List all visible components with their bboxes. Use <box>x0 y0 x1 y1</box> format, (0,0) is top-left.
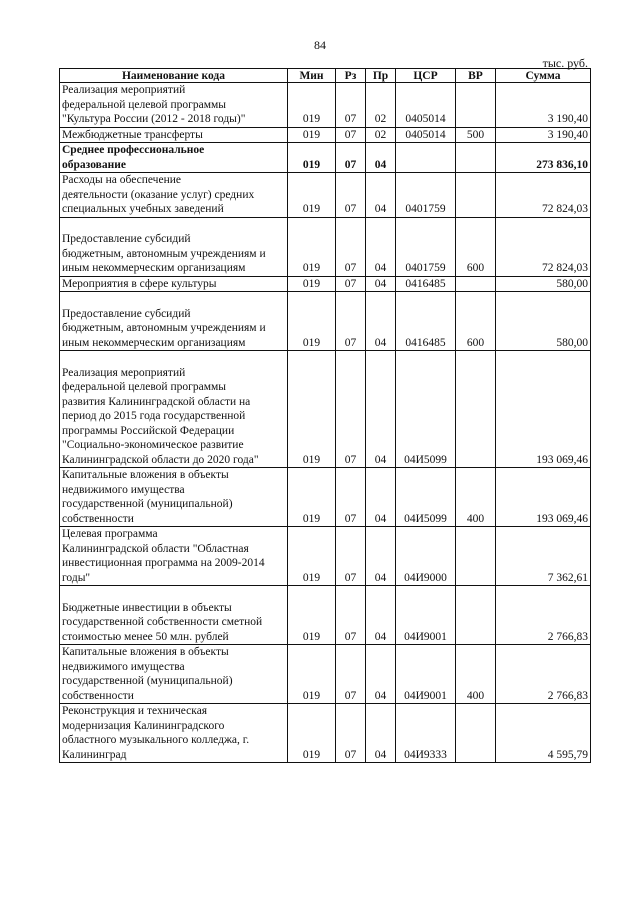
cell-sum: 580,00 <box>496 292 591 351</box>
cell-csr: 04И9001 <box>396 645 456 704</box>
table-row <box>60 292 591 351</box>
cell-pr: 04 <box>366 292 396 351</box>
cell-name <box>60 83 288 128</box>
cell-rz: 07 <box>336 276 366 292</box>
cell-sum: 193 069,46 <box>496 468 591 527</box>
cell-vr <box>456 527 496 586</box>
row-label: Предоставление субсидий бюджетным, автономным учреждениям и иным некоммерческим организациям <box>62 233 266 274</box>
cell-name <box>60 292 288 351</box>
table-row <box>60 527 591 586</box>
cell-vr <box>456 173 496 218</box>
cell-csr: 0416485 <box>396 276 456 292</box>
column-header-name: Наименование кода <box>60 69 288 83</box>
cell-name <box>60 173 288 218</box>
cell-min: 019 <box>288 276 336 292</box>
cell-csr: 0405014 <box>396 83 456 128</box>
cell-sum: 3 190,40 <box>496 127 591 143</box>
units-label: тыс. руб. <box>542 56 588 70</box>
cell-pr: 04 <box>366 276 396 292</box>
cell-csr: 04И5099 <box>396 351 456 468</box>
cell-rz: 07 <box>336 351 366 468</box>
row-label: Реконструкция и техническая модернизация Калининградского областного музыкального колледжа, г. Калининград <box>62 705 250 761</box>
column-header-min: Мин <box>288 69 336 83</box>
cell-pr: 04 <box>366 527 396 586</box>
cell-min: 019 <box>288 217 336 276</box>
cell-pr: 04 <box>366 173 396 218</box>
table-row <box>60 704 591 763</box>
cell-vr <box>456 143 496 173</box>
table-row <box>60 468 591 527</box>
column-header-vr: ВР <box>456 69 496 83</box>
cell-vr <box>456 704 496 763</box>
cell-name <box>60 527 288 586</box>
cell-rz: 07 <box>336 173 366 218</box>
cell-csr: 0401759 <box>396 173 456 218</box>
row-label: Мероприятия в сфере культуры <box>62 277 217 290</box>
row-label: Целевая программа Калининградской области "Областная инвестиционная программа на 2009-2014 годы" <box>62 528 265 584</box>
cell-vr: 500 <box>456 127 496 143</box>
cell-csr: 04И9001 <box>396 586 456 645</box>
table-row <box>60 217 591 276</box>
cell-vr: 400 <box>456 468 496 527</box>
cell-pr: 04 <box>366 645 396 704</box>
cell-name <box>60 351 288 468</box>
cell-sum: 4 595,79 <box>496 704 591 763</box>
cell-csr <box>396 143 456 173</box>
cell-vr <box>456 83 496 128</box>
row-label: Капитальные вложения в объекты недвижимого имущества государственной (муниципальной) собственности <box>62 646 233 702</box>
cell-name <box>60 468 288 527</box>
cell-rz: 07 <box>336 217 366 276</box>
budget-table <box>59 68 591 763</box>
row-label: Расходы на обеспечение деятельности (оказание услуг) средних специальных учебных заведений <box>62 174 255 215</box>
cell-pr: 04 <box>366 704 396 763</box>
cell-min: 019 <box>288 645 336 704</box>
row-label: Капитальные вложения в объекты недвижимого имущества государственной (муниципальной) собственности <box>62 469 233 525</box>
row-label: Предоставление субсидий бюджетным, автономным учреждениям и иным некоммерческим организациям <box>62 307 266 349</box>
cell-pr: 04 <box>366 468 396 527</box>
column-header-rz: Рз <box>336 69 366 83</box>
cell-name <box>60 704 288 763</box>
row-label: Реализация мероприятий федеральной целевой программы "Культура России (2012 - 2018 годы)" <box>62 84 246 125</box>
cell-csr: 0416485 <box>396 292 456 351</box>
cell-pr: 04 <box>366 351 396 468</box>
cell-min: 019 <box>288 173 336 218</box>
table-row <box>60 586 591 645</box>
cell-rz: 07 <box>336 83 366 128</box>
table-row <box>60 645 591 704</box>
cell-vr <box>456 276 496 292</box>
table-row <box>60 351 591 468</box>
cell-csr: 04И9000 <box>396 527 456 586</box>
cell-rz: 07 <box>336 586 366 645</box>
cell-vr: 600 <box>456 292 496 351</box>
cell-rz: 07 <box>336 292 366 351</box>
cell-csr: 04И5099 <box>396 468 456 527</box>
cell-min: 019 <box>288 292 336 351</box>
row-label: Среднее профессиональное образование <box>62 144 205 171</box>
cell-name <box>60 217 288 276</box>
cell-rz: 07 <box>336 527 366 586</box>
cell-name <box>60 143 288 173</box>
cell-pr: 04 <box>366 586 396 645</box>
column-header-pr: Пр <box>366 69 396 83</box>
row-label: Реализация мероприятий федеральной целевой программы развития Калининградской области на период до 2015 года государственной программы Российской Федерации "Социально-экономическое развитие Калининградской области до 2020 года" <box>62 366 259 466</box>
cell-name <box>60 645 288 704</box>
table-row <box>60 83 591 128</box>
cell-name <box>60 127 288 143</box>
cell-rz: 07 <box>336 127 366 143</box>
table-row <box>60 276 591 292</box>
cell-min: 019 <box>288 127 336 143</box>
cell-min: 019 <box>288 468 336 527</box>
cell-min: 019 <box>288 704 336 763</box>
cell-sum: 580,00 <box>496 276 591 292</box>
cell-name <box>60 276 288 292</box>
cell-min: 019 <box>288 143 336 173</box>
cell-rz: 07 <box>336 143 366 173</box>
cell-rz: 07 <box>336 645 366 704</box>
cell-csr: 04И9333 <box>396 704 456 763</box>
column-header-csr: ЦСР <box>396 69 456 83</box>
cell-csr: 0405014 <box>396 127 456 143</box>
cell-pr: 04 <box>366 217 396 276</box>
cell-pr: 02 <box>366 83 396 128</box>
cell-rz: 07 <box>336 468 366 527</box>
cell-name <box>60 586 288 645</box>
row-label: Бюджетные инвестиции в объекты государственной собственности сметной стоимостью менее 50 млн. рублей <box>62 601 263 643</box>
cell-min: 019 <box>288 83 336 128</box>
cell-sum: 273 836,10 <box>496 143 591 173</box>
cell-min: 019 <box>288 586 336 645</box>
cell-sum: 72 824,03 <box>496 173 591 218</box>
cell-sum: 2 766,83 <box>496 586 591 645</box>
cell-sum: 7 362,61 <box>496 527 591 586</box>
cell-sum: 193 069,46 <box>496 351 591 468</box>
table-row <box>60 173 591 218</box>
cell-min: 019 <box>288 351 336 468</box>
page-number: 84 <box>314 38 326 52</box>
table-row <box>60 127 591 143</box>
column-header-sum: Сумма <box>496 69 591 83</box>
cell-vr <box>456 351 496 468</box>
cell-sum: 2 766,83 <box>496 645 591 704</box>
cell-vr <box>456 586 496 645</box>
row-label: Межбюджетные трансферты <box>62 128 203 141</box>
cell-min: 019 <box>288 527 336 586</box>
cell-sum: 3 190,40 <box>496 83 591 128</box>
table-header-row <box>60 69 591 83</box>
cell-pr: 04 <box>366 143 396 173</box>
cell-rz: 07 <box>336 704 366 763</box>
cell-csr: 0401759 <box>396 217 456 276</box>
cell-pr: 02 <box>366 127 396 143</box>
cell-vr: 400 <box>456 645 496 704</box>
cell-vr: 600 <box>456 217 496 276</box>
table-row <box>60 143 591 173</box>
cell-sum: 72 824,03 <box>496 217 591 276</box>
